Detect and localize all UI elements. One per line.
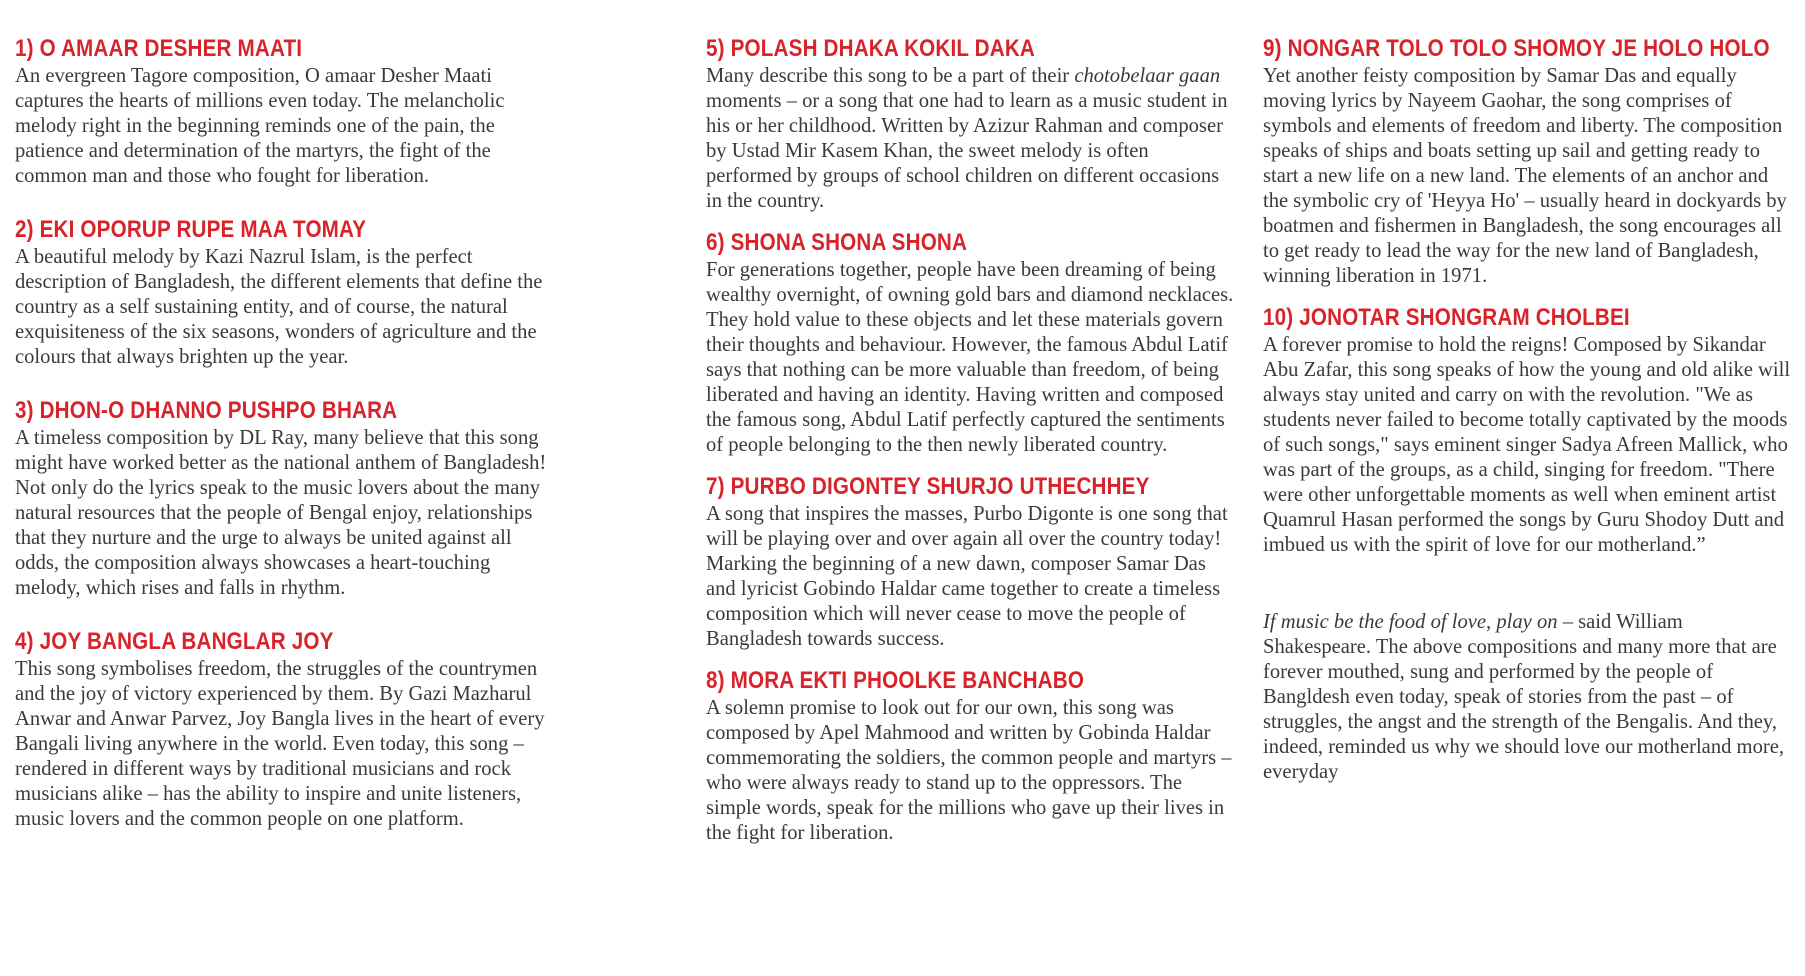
song-description-8: A solemn promise to look out for our own, this song was composed by Apel Mahmood and written by Gobinda Haldar commemorating the soldiers, the common people and martyrs – who were always ready to stand up to the oppressors. The simple words, speak for the millions who gave up their lives in the fight for liberation. (706, 697, 1232, 844)
song-entry-5 (706, 34, 1236, 214)
song-description-5-part-2: moments – or a song that one had to learn as a music student in his or her childhood. Written by Azizur Rahman and composer by Ustad Mir Kasem Khan, the sweet melody is often performed by groups of school children on different occasions in the country. (706, 90, 1228, 212)
song-entry-10 (1263, 303, 1793, 558)
song-title-5: 5) POLASH DHAKA KOKIL DAKA (706, 35, 1035, 62)
song-title-4: 4) JOY BANGLA BANGLAR JOY (15, 628, 334, 655)
song-title-3: 3) DHON-O DHANNO PUSHPO BHARA (15, 397, 398, 424)
song-description-4: This song symbolises freedom, the struggles of the countrymen and the joy of victory experienced by them. By Gazi Mazharul Anwar and Anwar Parvez, Joy Bangla lives in the heart of every Bangali living anywhere in the world. Even today, this song – rendered in different ways by traditional musicians and rock musicians alike – has the ability to inspire and unite listeners, music lovers and the common people on one platform. (15, 658, 545, 830)
song-title-7: 7) PURBO DIGONTEY SHURJO UTHECHHEY (706, 473, 1150, 500)
song-entry-9 (1263, 34, 1793, 289)
closing-text: – said William Shakespeare. The above compositions and many more that are forever mouthed, sung and performed by the people of Bangldesh even today, speak of stories from the past – of struggles, the angst and the strength of the Bengalis. And they, indeed, reminded us why we should love our motherland more, everyday (1263, 611, 1785, 783)
song-entry-1 (15, 34, 555, 189)
song-description-5-italic: chotobelaar gaan (1074, 65, 1221, 87)
song-entry-2 (15, 215, 555, 370)
song-title-2: 2) EKI OPORUP RUPE MAA TOMAY (15, 216, 367, 243)
song-title-10: 10) JONOTAR SHONGRAM CHOLBEI (1263, 304, 1630, 331)
song-description-9: Yet another feisty composition by Samar Das and equally moving lyrics by Nayeem Gaohar, the song comprises of symbols and elements of freedom and liberty. The composition speaks of ships and boats setting up sail and getting ready to start a new life on a new land. The elements of an anchor and the symbolic cry of 'Heyya Ho' – usually heard in dockyards by boatmen and fishermen in Bangladesh, the song encourages all to get ready to lead the way for the new land of Bangladesh, winning liberation in 1971. (1263, 65, 1787, 287)
song-description-5-part-1: Many describe this song to be a part of their (706, 65, 1075, 87)
song-entry-8 (706, 666, 1236, 846)
song-title-8: 8) MORA EKTI PHOOLKE BANCHABO (706, 667, 1085, 694)
song-description-7: A song that inspires the masses, Purbo Digonte is one song that will be playing over and over again all over the country today! Marking the beginning of a new dawn, composer Samar Das and lyricist Gobindo Haldar came together to create a timeless composition which will never cease to move the people of Bangladesh towards success. (706, 503, 1228, 650)
song-entry-7 (706, 472, 1236, 652)
song-description-3: A timeless composition by DL Ray, many believe that this song might have worked better as the national anthem of Bangladesh! Not only do the lyrics speak to the music lovers about the many natural resources that the people of Bengal enjoy, relationships that they nurture and the urge to always be united against all odds, the composition always showcases a heart-touching melody, which rises and falls in rhythm. (15, 427, 547, 599)
song-entry-4 (15, 627, 555, 832)
song-description-1: An evergreen Tagore composition, O amaar Desher Maati captures the hearts of millions even today. The melancholic melody right in the beginning reminds one of the pain, the patience and determination of the martyrs, the fight of the common man and those who fought for liberation. (15, 65, 505, 187)
column-right (1263, 28, 1793, 806)
column-middle (706, 28, 1236, 860)
song-title-6: 6) SHONA SHONA SHONA (706, 229, 968, 256)
song-description-10: A forever promise to hold the reigns! Composed by Sikandar Abu Zafar, this song speaks of how the young and old alike will always stay united and carry on with the revolution. "We as students never failed to become totally captivated by the moods of such songs," says eminent singer Sadya Afreen Mallick, who was part of the groups, as a child, singing for freedom. "There were other unforgettable moments as well when eminent artist Quamrul Hasan performed the songs by Guru Shodoy Dutt and imbued us with the spirit of love for our motherland.” (1263, 334, 1791, 556)
song-title-1: 1) O AMAAR DESHER MAATI (15, 35, 303, 62)
song-entry-6 (706, 228, 1236, 458)
closing-paragraph (1263, 610, 1793, 785)
song-entry-3 (15, 396, 555, 601)
song-description-6: For generations together, people have been dreaming of being wealthy overnight, of owning gold bars and diamond necklaces. They hold value to these objects and let these materials govern their thoughts and behaviour. However, the famous Abdul Latif says that nothing can be more valuable than freedom, of being liberated and having an identity. Having written and composed the famous song, Abdul Latif perfectly captured the sentiments of people belonging to the then newly liberated country. (706, 259, 1234, 456)
song-description-5 (706, 64, 1236, 214)
song-title-9: 9) NONGAR TOLO TOLO SHOMOY JE HOLO HOLO (1263, 35, 1770, 62)
song-description-2: A beautiful melody by Kazi Nazrul Islam, is the perfect description of Bangladesh, the different elements that define the country as a self sustaining entity, and of course, the natural exquisiteness of the six seasons, wonders of agriculture and the colours that always brighten up the year. (15, 246, 543, 368)
shakespeare-quote: If music be the food of love, play on (1263, 611, 1558, 633)
column-left (15, 28, 555, 853)
